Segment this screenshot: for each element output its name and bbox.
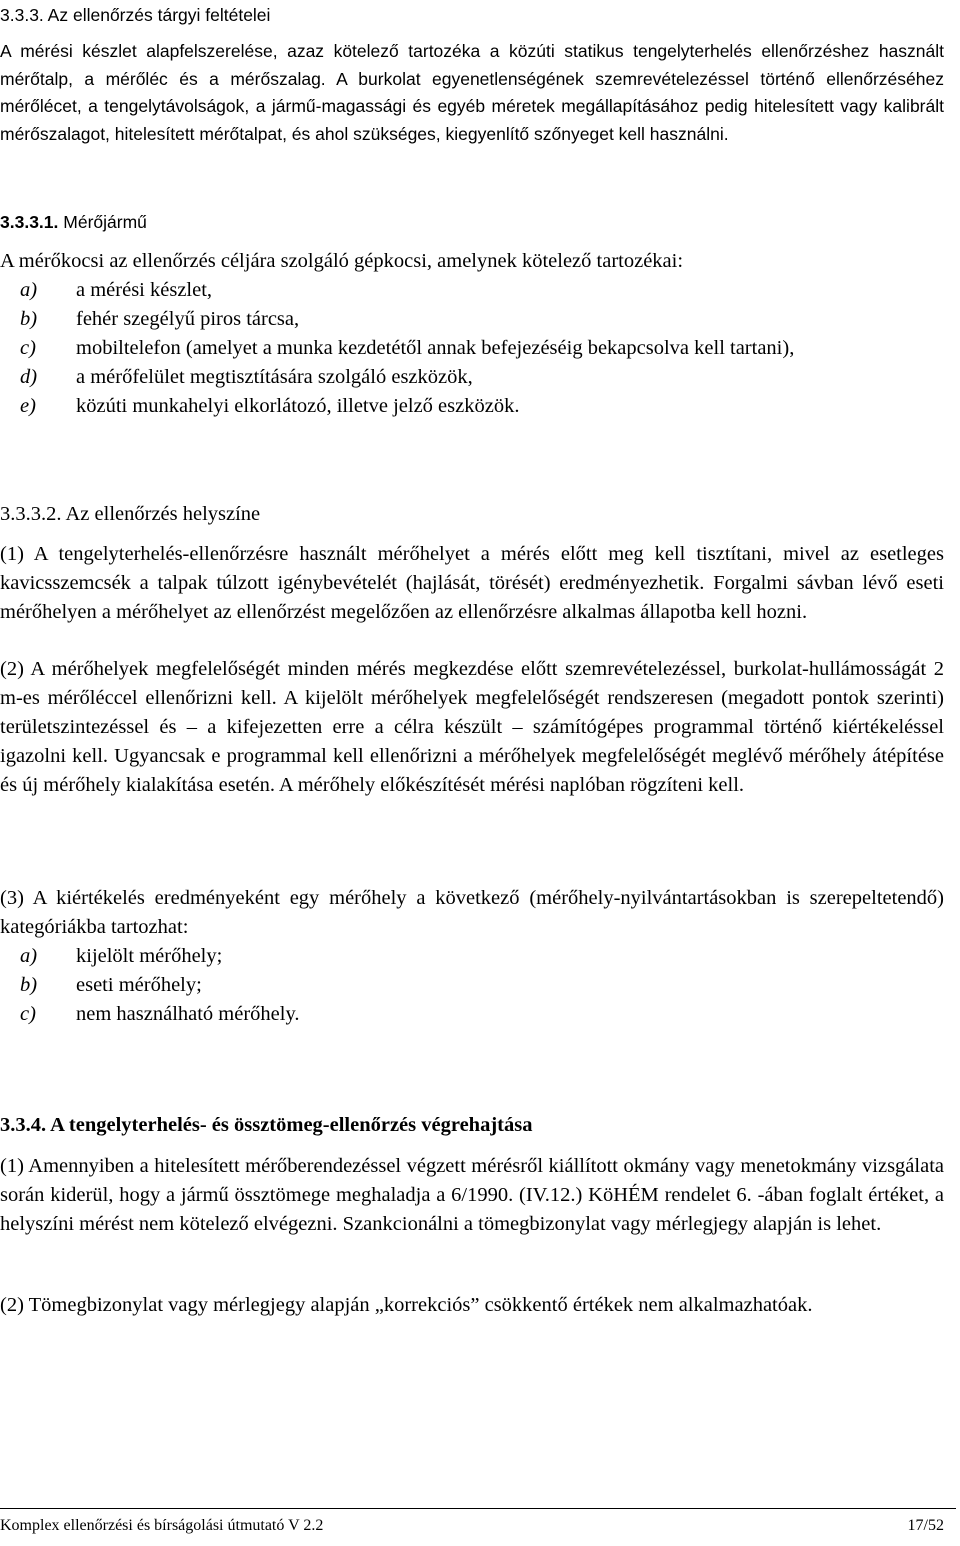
list-item-label: c) <box>20 1003 36 1025</box>
list-item <box>0 942 944 971</box>
section-number: 3.3.3.1. <box>0 212 59 232</box>
section-heading-3-3-4: 3.3.4. A tengelyterhelés- és össztömeg-ellenőrzés végrehajtása <box>0 1114 533 1136</box>
list-item-text: mobiltelefon (amelyet a munka kezdetétől annak befejezéséig bekapcsolva kell tartani), <box>76 337 795 359</box>
required-accessories-list <box>0 276 944 421</box>
list-item <box>0 305 944 334</box>
execution-paragraph-2: (2) Tömegbizonylat vagy mérlegjegy alapján „korrekciós” csökkentő értékek nem alkalmazhatóak. <box>0 1294 813 1316</box>
list-item <box>0 392 944 421</box>
list-item-text: kijelölt mérőhely; <box>76 945 223 967</box>
page-number: 17/52 <box>907 1517 944 1534</box>
location-paragraph-2: (2) A mérőhelyek megfelelőségét minden mérés megkezdése előtt szemrevételezéssel, burkolat-hullámosságát 2 m-es mérőléccel ellenőrizni kell. A kijelölt mérőhelyek megfelelőségét rendszeresen (megadott pontok szerinti) területszintezéssel és – a kifejezetten erre a célra készült – számítógépes programmal történő kiértékeléssel igazolni kell. Ugyancsak e programmal kell ellenőrizni a mérőhelyek megfelelőségét meglévő mérőhely átépítése és új mérőhely kialakítása esetén. A mérőhely előkészítését mérési naplóban rögzíteni kell. <box>0 658 944 796</box>
location-paragraph-3: (3) A kiértékelés eredményeként egy mérőhely a következő (mérőhely-nyilvántartásokban is szerepeltetendő) kategóriákba tartozhat: <box>0 887 944 938</box>
section-heading-3-3-3: 3.3.3. Az ellenőrzés tárgyi feltételei <box>0 5 271 25</box>
list-item <box>0 363 944 392</box>
list-item-text: közúti munkahelyi elkorlátozó, illetve jelző eszközök. <box>76 395 520 417</box>
list-item <box>0 971 944 1000</box>
list-item-text: fehér szegélyű piros tárcsa, <box>76 308 300 330</box>
list-item-label: a) <box>20 945 38 967</box>
execution-paragraph-1: (1) Amennyiben a hitelesített mérőberendezéssel végzett mérésről kiállított okmány vagy menetokmány vizsgálata során kiderül, hogy a jármű össztömege meghaladja a 6/1990. (IV.12.) KöHÉM rendelet 6. -ában foglalt értéket, a helyszíni mérést nem kötelező elvégezni. Szankcionálni a tömegbizonylat vagy mérlegjegy alapján is lehet. <box>0 1155 944 1235</box>
section-heading-3-3-3-2: 3.3.3.2. Az ellenőrzés helyszíne <box>0 503 261 525</box>
list-item-text: eseti mérőhely; <box>76 974 202 996</box>
list-item-text: a mérési készlet, <box>76 279 213 301</box>
list-item-text: nem használható mérőhely. <box>76 1003 300 1025</box>
footer-divider <box>0 1508 956 1509</box>
section-title: Mérőjármű <box>58 212 147 232</box>
list-item-text: a mérőfelület megtisztítására szolgáló eszközök, <box>76 366 473 388</box>
footer-title: Komplex ellenőrzési és bírságolási útmutató V 2.2 <box>0 1517 324 1534</box>
list-item-label: a) <box>20 279 38 301</box>
list-item <box>0 276 944 305</box>
list-item-label: d) <box>20 366 38 388</box>
list-item <box>0 1000 944 1029</box>
paragraph-measurement-kit: A mérési készlet alapfelszerelése, azaz kötelező tartozéka a közúti statikus tengelyterhelés ellenőrzéshez használt mérőtalp, a mérőléc és a mérőszalag. A burkolat egyenetlenségének szemrevételezéssel történő ellenőrzéséhez mérőlécet, a tengelytávolságok, a jármű-magassági és egyéb méretek megállapításához pedig hitelesített vagy kalibrált mérőszalagot, hitelesített mérőtalpat, és ahol szükséges, kiegyenlítő szőnyeget kell használni. <box>0 41 944 144</box>
location-paragraph-1: (1) A tengelyterhelés-ellenőrzésre használt mérőhelyet a mérés előtt meg kell tisztítani, mivel az esetleges kavicsszemcsék a talpak túlzott igénybevételét (hajlását, törését) eredményezhetik. Forgalmi sávban lévő eseti mérőhelyen a mérőhelyet az ellenőrzést megelőzően az ellenőrzésre alkalmas állapotba kell hozni. <box>0 543 944 623</box>
location-categories-list <box>0 942 944 1029</box>
list-item-label: e) <box>20 395 36 417</box>
list-item-label: b) <box>20 308 38 330</box>
section-heading-3-3-3-1 <box>0 209 944 237</box>
measuring-vehicle-intro: A mérőkocsi az ellenőrzés céljára szolgáló gépkocsi, amelynek kötelező tartozékai: <box>0 250 684 272</box>
list-item-label: c) <box>20 337 36 359</box>
list-item <box>0 334 944 363</box>
list-item-label: b) <box>20 974 38 996</box>
